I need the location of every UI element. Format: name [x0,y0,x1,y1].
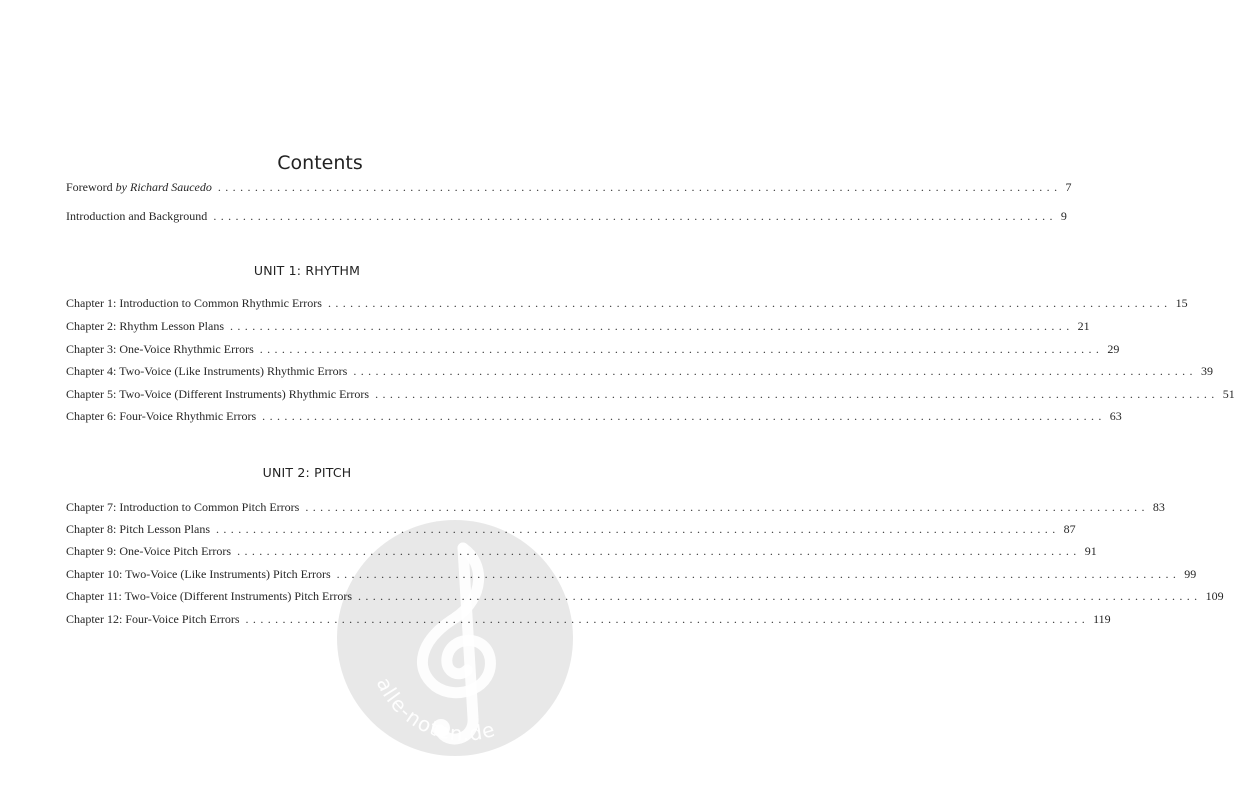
toc-entry-label: Chapter 10: Two-Voice (Like Instruments) Pitch Errors [66,567,331,581]
unit-heading-pitch: UNIT 2: PITCH [262,465,352,480]
page-title: Contents [277,152,363,174]
dot-leader: .................................................................................................................. [245,612,1090,626]
toc-entry-page: 99 [1184,567,1197,581]
dot-leader: .................................................................................................................. [357,589,1202,603]
toc-entry-label: Chapter 11: Two-Voice (Different Instruments) Pitch Errors [66,589,352,603]
toc-entry-page: 29 [1107,342,1120,356]
toc-entry-page: 91 [1084,544,1097,558]
dot-leader: .................................................................................................................. [259,342,1104,356]
toc-entry-page: 9 [1060,209,1067,223]
toc-entry-page: 87 [1063,522,1076,536]
toc-entry-label: Chapter 12: Four-Voice Pitch Errors [66,612,240,626]
dot-leader: .................................................................................................................. [217,180,1062,194]
dot-leader: .................................................................................................................. [353,364,1197,378]
toc-entry-chapter-12[interactable] [66,612,1111,630]
toc-entry-chapter-8[interactable] [66,522,1076,540]
toc-entry-page: 15 [1175,296,1188,310]
dot-leader: .................................................................................................................. [262,409,1106,423]
toc-entry-label: Chapter 7: Introduction to Common Pitch Errors [66,500,300,514]
unit-heading-rhythm: UNIT 1: RHYTHM [253,263,361,278]
toc-entry-label: Chapter 5: Two-Voice (Different Instruments) Rhythmic Errors [66,387,370,401]
toc-entry-label: Chapter 8: Pitch Lesson Plans [66,522,210,536]
toc-entry-label: Chapter 3: One-Voice Rhythmic Errors [66,342,254,356]
toc-entry-chapter-5[interactable] [66,387,1235,405]
toc-entry-page: 21 [1077,319,1090,333]
toc-entry-label: Chapter 1: Introduction to Common Rhythmic Errors [66,296,322,310]
toc-entry-page: 63 [1109,409,1122,423]
toc-entry-chapter-11[interactable] [66,589,1224,607]
dot-leader: .................................................................................................................. [336,567,1181,581]
toc-entry-label: Chapter 9: One-Voice Pitch Errors [66,544,232,558]
toc-entry-chapter-1[interactable] [66,296,1188,314]
watermark-text: alle-noten.de [371,673,499,746]
toc-entry-label: Chapter 6: Four-Voice Rhythmic Errors [66,409,257,423]
dot-leader: .................................................................................................................. [375,387,1219,401]
toc-entry-chapter-9[interactable] [66,544,1097,562]
toc-entry-chapter-2[interactable] [66,319,1090,337]
toc-entry-chapter-3[interactable] [66,342,1120,360]
toc-entry-page: 39 [1200,364,1213,378]
toc-entry-introduction[interactable] [66,209,1067,227]
dot-leader: .................................................................................................................. [216,522,1060,536]
toc-entry-foreword[interactable] [66,180,1072,198]
toc-entry-page: 119 [1093,612,1111,626]
dot-leader: .................................................................................................................. [230,319,1074,333]
toc-entry-label: Foreword by Richard Saucedo [66,180,212,194]
dot-leader: .................................................................................................................. [213,209,1057,223]
toc-entry-chapter-6[interactable] [66,409,1122,427]
dot-leader: .................................................................................................................. [327,296,1172,310]
toc-entry-chapter-10[interactable] [66,567,1197,585]
toc-entry-label: Introduction and Background [66,209,208,223]
toc-entry-label: Chapter 2: Rhythm Lesson Plans [66,319,224,333]
toc-entry-page: 109 [1205,589,1224,603]
dot-leader: .................................................................................................................. [305,500,1149,514]
toc-entry-chapter-7[interactable] [66,500,1165,518]
toc-entry-page: 7 [1065,180,1072,194]
toc-entry-page: 83 [1152,500,1165,514]
toc-entry-page: 51 [1222,387,1235,401]
toc-entry-chapter-4[interactable] [66,364,1213,382]
toc-entry-label: Chapter 4: Two-Voice (Like Instruments) Rhythmic Errors [66,364,348,378]
dot-leader: .................................................................................................................. [237,544,1081,558]
